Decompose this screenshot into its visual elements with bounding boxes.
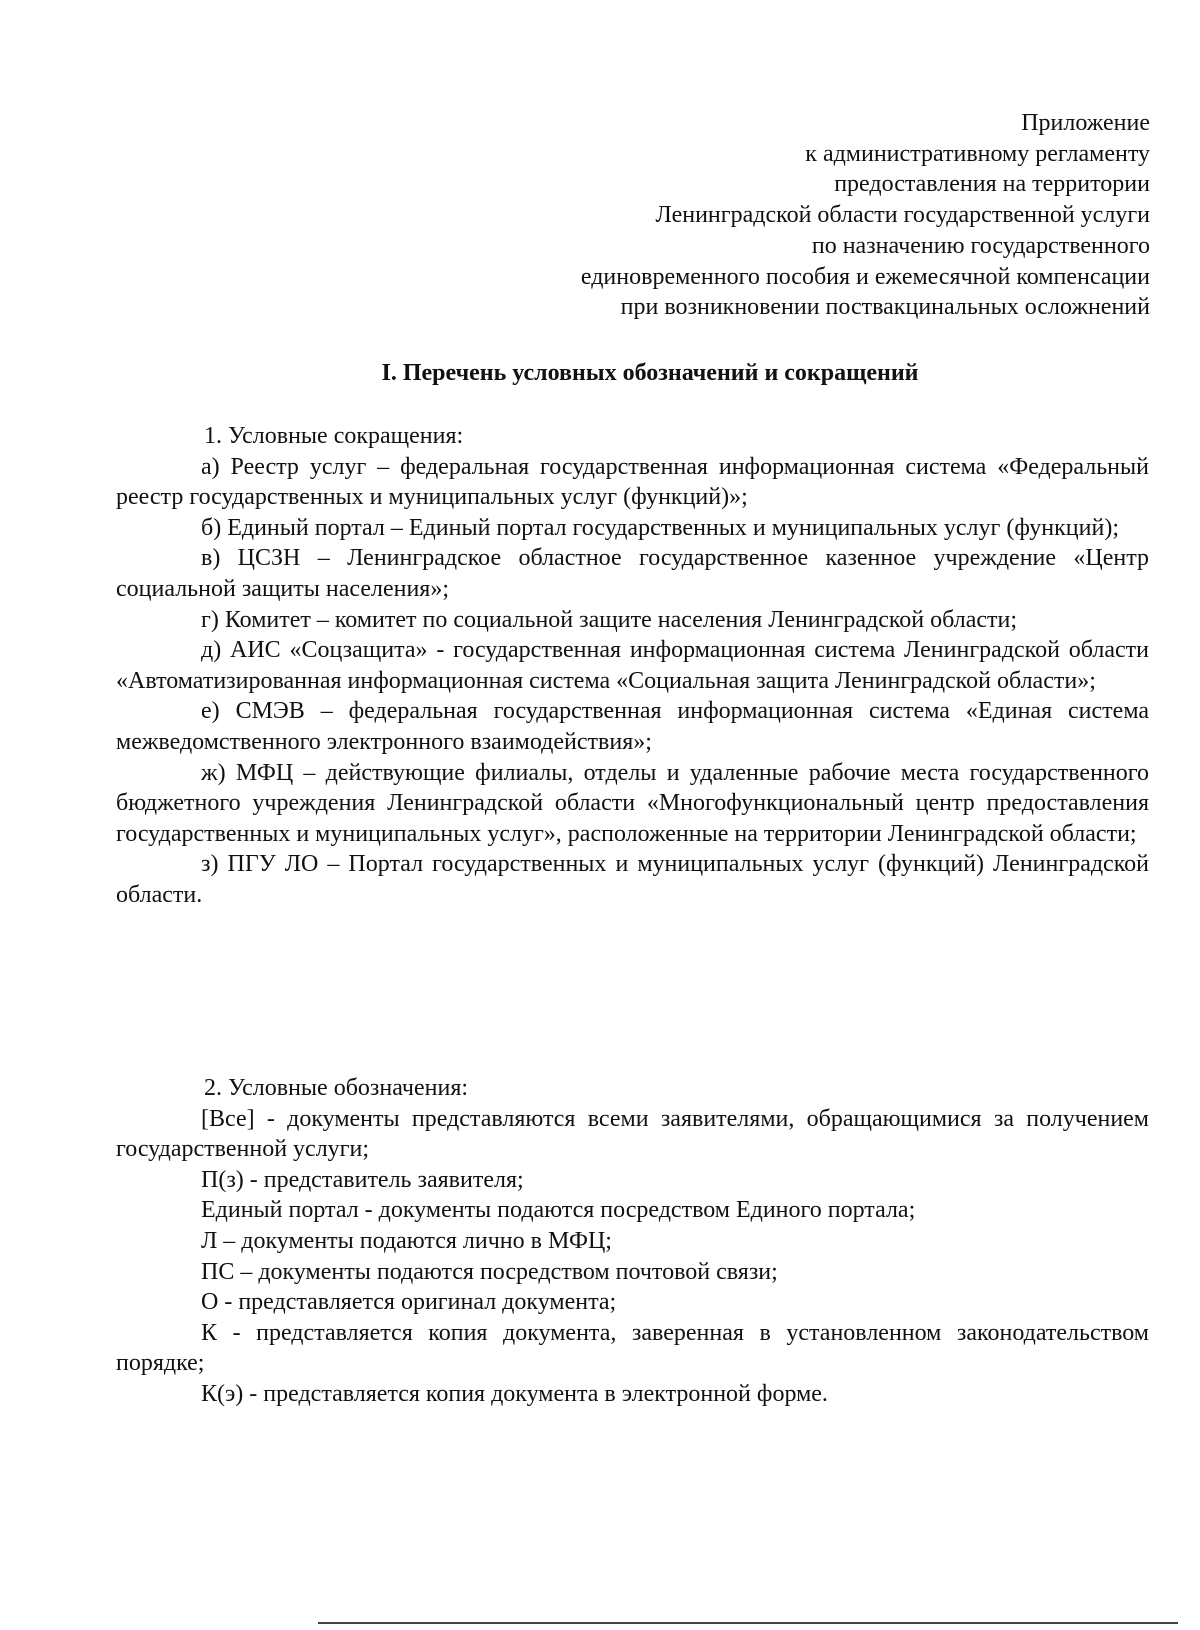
abbreviation-item: в) ЦСЗН – Ленинградское областное государственное казенное учреждение «Центр социальной защиты населения»; <box>116 545 1149 602</box>
abbreviation-item: б) Единый портал – Единый портал государственных и муниципальных услуг (функций); <box>201 514 1119 541</box>
designation-item: К - представляется копия документа, заверенная в установленном законодательством порядке; <box>116 1319 1149 1377</box>
annex-line: Ленинградской области государственной услуги <box>655 202 1150 229</box>
abbreviation-item: е) СМЭВ – федеральная государственная информационная система «Единая система межведомственного электронного взаимодействия»; <box>116 698 1149 755</box>
annex-line: при возникновении поствакцинальных осложнений <box>620 294 1150 321</box>
abbreviation-item: г) Комитет – комитет по социальной защите населения Ленинградской области; <box>201 606 1018 633</box>
designation-item: ПС – документы подаются посредством почтовой связи; <box>201 1258 778 1285</box>
abbreviation-item: а) Реестр услуг – федеральная государственная информационная система «Федеральный реестр государственных и муниципальных услуг (функций)»; <box>116 453 1149 511</box>
abbreviations-section <box>116 421 1149 911</box>
scan-edge-line <box>318 1622 1178 1624</box>
designation-item: К(э) - представляется копия документа в электронной форме. <box>201 1380 828 1407</box>
abbreviation-item: з) ПГУ ЛО – Портал государственных и муниципальных услуг (функций) Ленинградской области. <box>116 851 1149 908</box>
annex-line: к административному регламенту <box>805 140 1150 167</box>
abbreviation-item: д) АИС «Соцзащита» - государственная информационная система Ленинградской области «Автоматизированная информационная система «Социальная защита Ленинградской области»; <box>116 637 1149 694</box>
annex-line: единовременного пособия и ежемесячной компенсации <box>580 263 1150 290</box>
section-title: I. Перечень условных обозначений и сокращений <box>381 360 919 386</box>
designation-item: О - представляется оригинал документа; <box>201 1289 617 1316</box>
annex-line: предоставления на территории <box>834 171 1150 198</box>
designations-title: 2. Условные обозначения: <box>204 1075 469 1101</box>
designations-section <box>116 1073 1149 1410</box>
abbreviation-item: ж) МФЦ – действующие филиалы, отделы и удаленные рабочие места государственного бюджетного учреждения Ленинградской области «Многофункциональный центр предоставления государственных и муниципальных услуг», расположенные на территории Ленинградской области; <box>116 759 1149 847</box>
designation-item: [Все] - документы представляются всеми заявителями, обращающимися за получением государственной услуги; <box>116 1105 1149 1163</box>
annex-line: Приложение <box>1021 110 1150 136</box>
designation-item: Единый портал - документы подаются посредством Единого портала; <box>201 1197 916 1224</box>
designation-item: П(з) - представитель заявителя; <box>201 1166 524 1193</box>
designation-item: Л – документы подаются лично в МФЦ; <box>201 1227 612 1254</box>
annex-line: по назначению государственного <box>811 232 1150 259</box>
abbreviations-title: 1. Условные сокращения: <box>204 423 464 449</box>
annex-header <box>390 108 1150 323</box>
